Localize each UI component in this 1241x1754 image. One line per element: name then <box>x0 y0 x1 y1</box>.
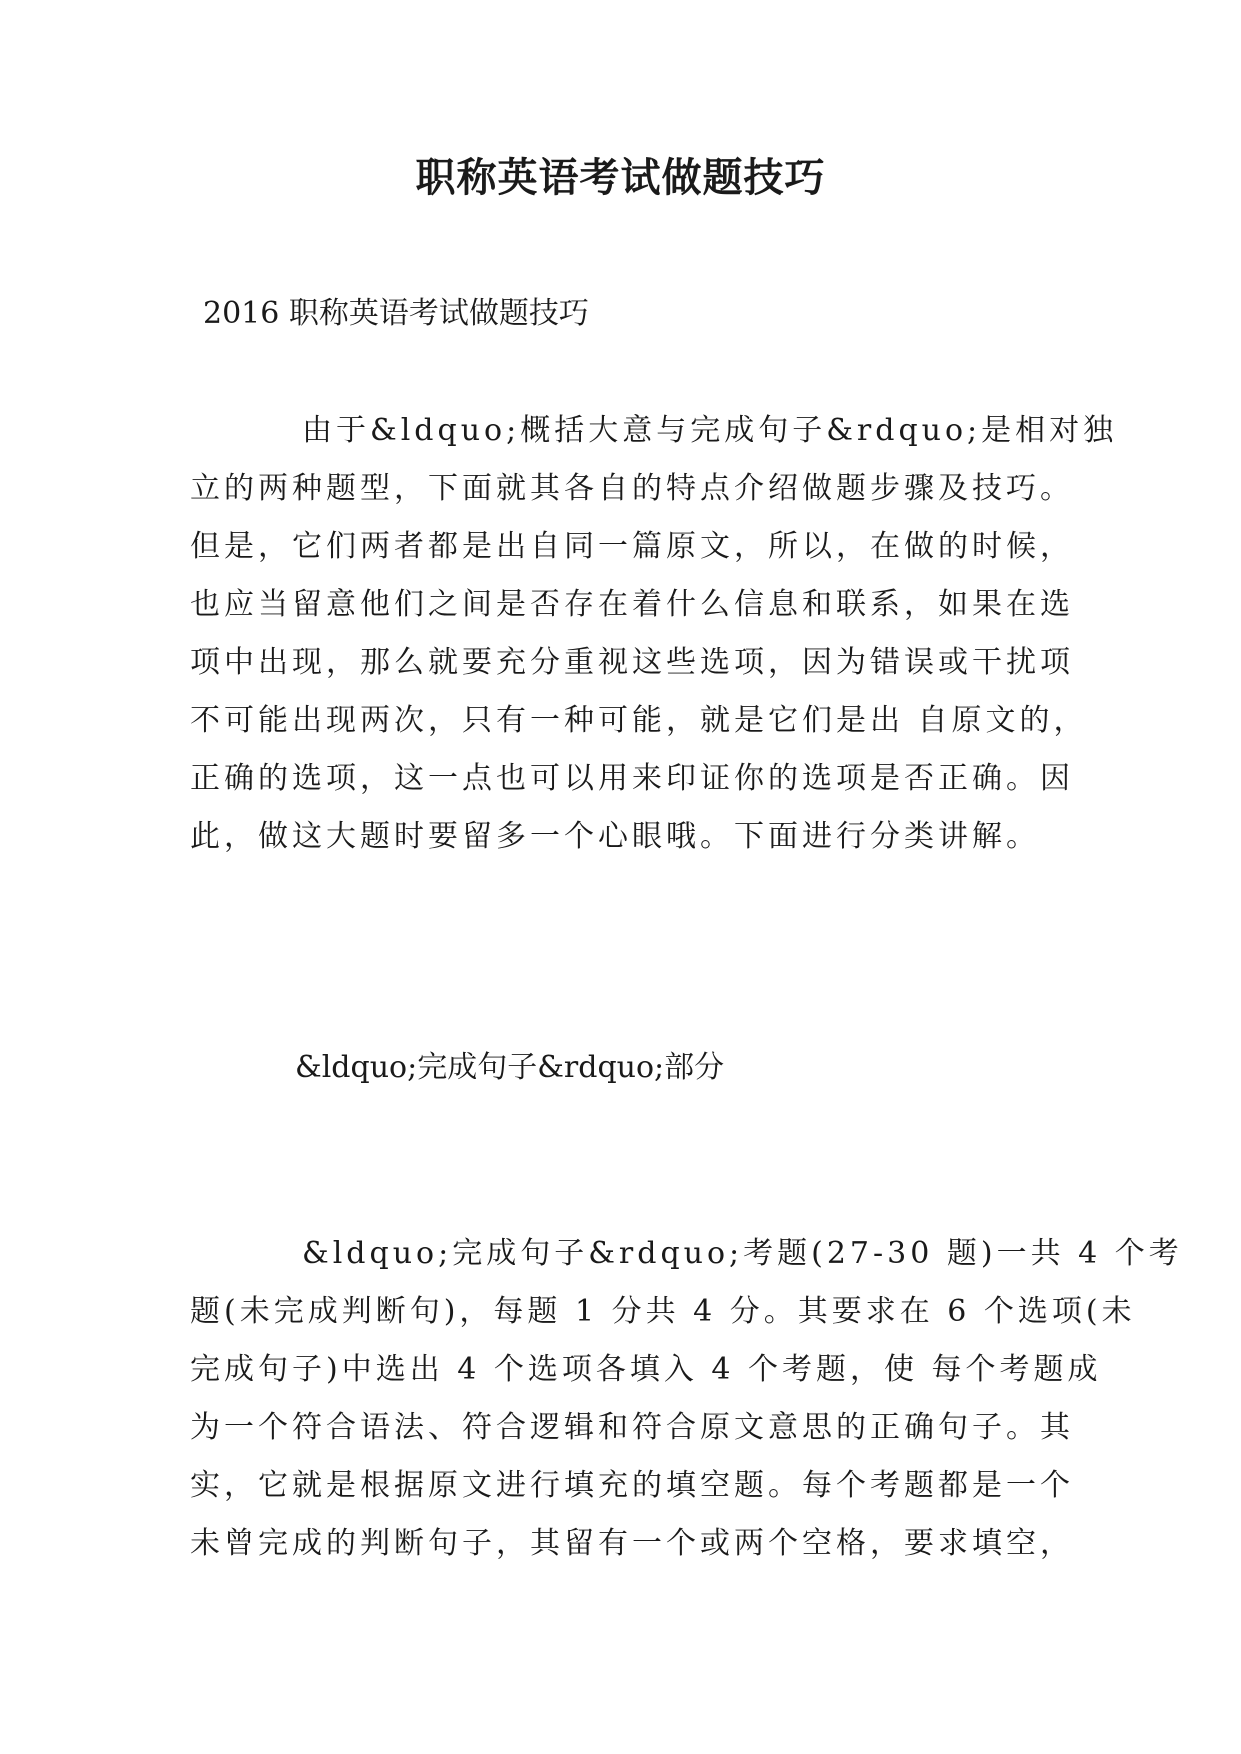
paragraph-line: 立的两种题型，下面就其各自的特点介绍做题步骤及技巧。 <box>190 471 1074 506</box>
paragraph-line: 正确的选项，这一点也可以用来印证你的选项是否正确。因 <box>190 761 1074 796</box>
paragraph-intro <box>190 402 1118 866</box>
paragraph-line: 由于&ldquo;概括大意与完成句子&rdquo;是相对独 <box>302 413 1118 448</box>
document-subtitle: 2016 职称英语考试做题技巧 <box>203 296 589 331</box>
paragraph-line: &ldquo;完成句子&rdquo;考题(27-30 题)一共 4 个考 <box>302 1236 1183 1271</box>
paragraph-line: 未曾完成的判断句子，其留有一个或两个空格，要求填空， <box>190 1526 1074 1561</box>
paragraph-complete-sentence <box>190 1225 1183 1573</box>
paragraph-line: 实，它就是根据原文进行填充的填空题。每个考题都是一个 <box>190 1468 1074 1503</box>
paragraph-line: 此，做这大题时要留多一个心眼哦。下面进行分类讲解。 <box>190 819 1040 854</box>
paragraph-line: 但是，它们两者都是出自同一篇原文，所以，在做的时候， <box>190 529 1074 564</box>
section-heading <box>190 1039 1060 1097</box>
paragraph-line: 为一个符合语法、符合逻辑和符合原文意思的正确句子。其 <box>190 1410 1074 1445</box>
paragraph-line: 也应当留意他们之间是否存在着什么信息和联系，如果在选 <box>190 587 1074 622</box>
section-heading-text: &ldquo;完成句子&rdquo;部分 <box>295 1050 725 1085</box>
paragraph-line: 完成句子)中选出 4 个选项各填入 4 个考题，使 每个考题成 <box>190 1352 1102 1387</box>
paragraph-line: 题(未完成判断句)，每题 1 分共 4 分。其要求在 6 个选项(未 <box>190 1294 1136 1329</box>
page-title: 职称英语考试做题技巧 <box>415 154 826 201</box>
paragraph-line: 不可能出现两次，只有一种可能，就是它们是出 自原文的， <box>190 703 1088 738</box>
paragraph-line: 项中出现，那么就要充分重视这些选项，因为错误或干扰项 <box>190 645 1074 680</box>
